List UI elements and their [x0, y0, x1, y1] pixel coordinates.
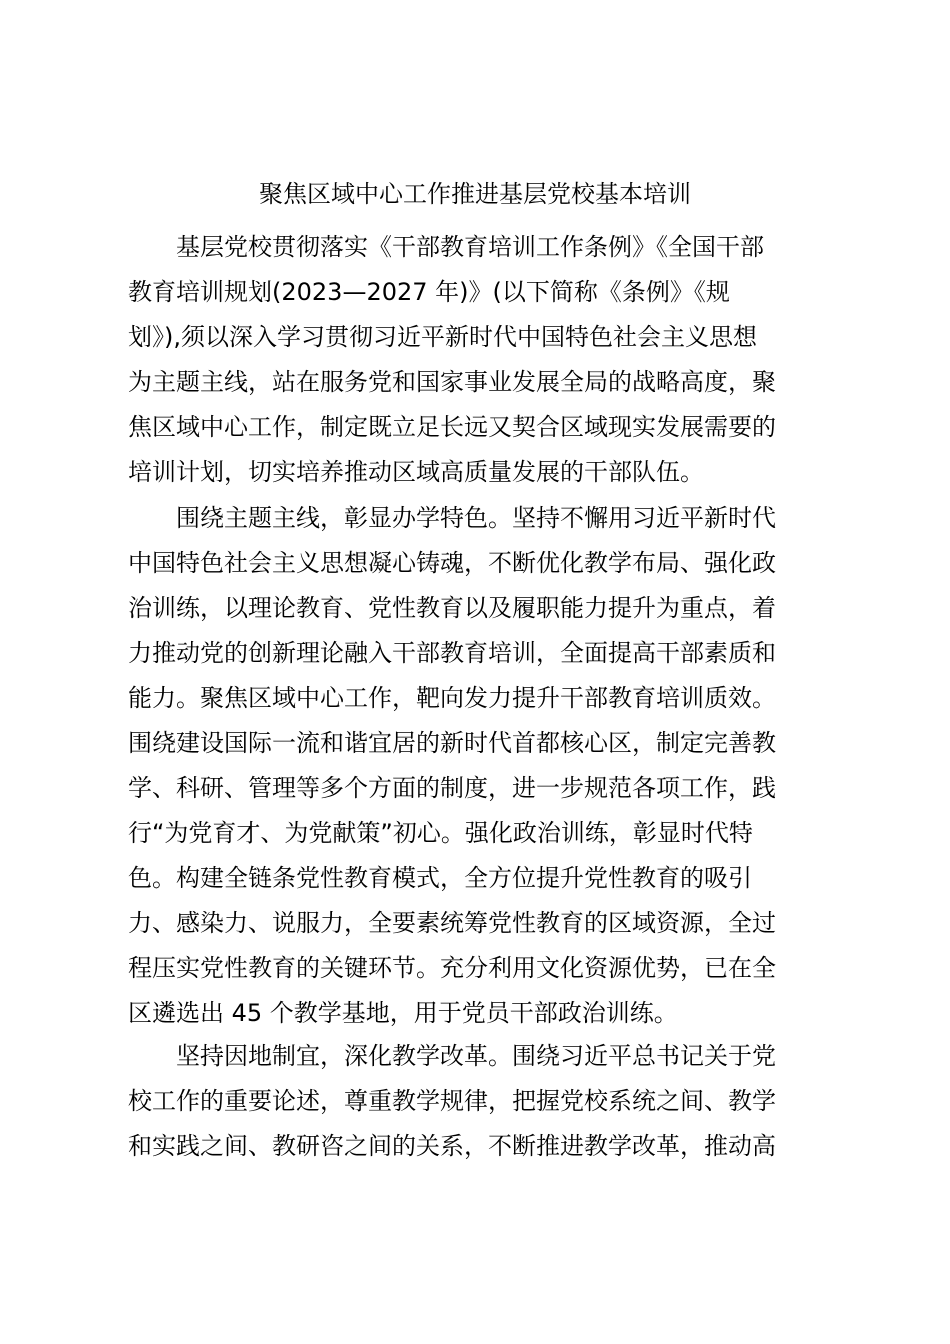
paragraph-1-line-6: 培训计划，切实培养推动区域高质量发展的干部队伍。 — [128, 458, 704, 486]
paragraph-2-line-2: 中国特色社会主义思想凝心铸魂，不断优化教学布局、强化政 — [128, 549, 776, 577]
paragraph-2-line-7: 学、科研、管理等多个方面的制度，进一步规范各项工作，践 — [128, 774, 776, 802]
paragraph-1-line-4: 为主题主线，站在服务党和国家事业发展全局的战略高度，聚 — [128, 368, 776, 396]
paragraph-2-line-8: 行“为党育才、为党献策”初心。强化政治训练，彰显时代特 — [128, 819, 753, 847]
paragraph-1-line-2: 教育培训规划(2023—2027 年)》(以下简称《条例》《规 — [128, 278, 730, 306]
paragraph-2-line-12: 区遴选出 45 个教学基地，用于党员干部政治训练。 — [128, 999, 678, 1027]
paragraph-2-line-11: 程压实党性教育的关键环节。充分利用文化资源优势，已在全 — [128, 954, 776, 982]
paragraph-1-line-1: 基层党校贯彻落实《干部教育培训工作条例》《全国干部 — [176, 233, 764, 261]
paragraph-2-line-4: 力推动党的创新理论融入干部教育培训，全面提高干部素质和 — [128, 639, 776, 667]
document-title: 聚焦区域中心工作推进基层党校基本培训 — [259, 180, 691, 208]
paragraph-2-line-10: 力、感染力、说服力，全要素统筹党性教育的区域资源，全过 — [128, 909, 776, 937]
paragraph-3-line-1: 坚持因地制宜，深化教学改革。围绕习近平总书记关于党 — [176, 1042, 776, 1070]
paragraph-2-line-6: 围绕建设国际一流和谐宜居的新时代首都核心区，制定完善教 — [128, 729, 776, 757]
paragraph-1-line-3: 划》),须以深入学习贯彻习近平新时代中国特色社会主义思想 — [128, 323, 757, 351]
paragraph-3-line-2: 校工作的重要论述，尊重教学规律，把握党校系统之间、教学 — [128, 1087, 776, 1115]
paragraph-2-line-9: 色。构建全链条党性教育模式，全方位提升党性教育的吸引 — [128, 864, 752, 892]
paragraph-2-line-5: 能力。聚焦区域中心工作，靶向发力提升干部教育培训质效。 — [128, 684, 776, 712]
paragraph-2-line-3: 治训练，以理论教育、党性教育以及履职能力提升为重点，着 — [128, 594, 776, 622]
paragraph-1-line-5: 焦区域中心工作，制定既立足长远又契合区域现实发展需要的 — [128, 413, 776, 441]
paragraph-2-line-1: 围绕主题主线，彰显办学特色。坚持不懈用习近平新时代 — [176, 504, 776, 532]
paragraph-3-line-3: 和实践之间、教研咨之间的关系，不断推进教学改革，推动高 — [128, 1132, 776, 1160]
